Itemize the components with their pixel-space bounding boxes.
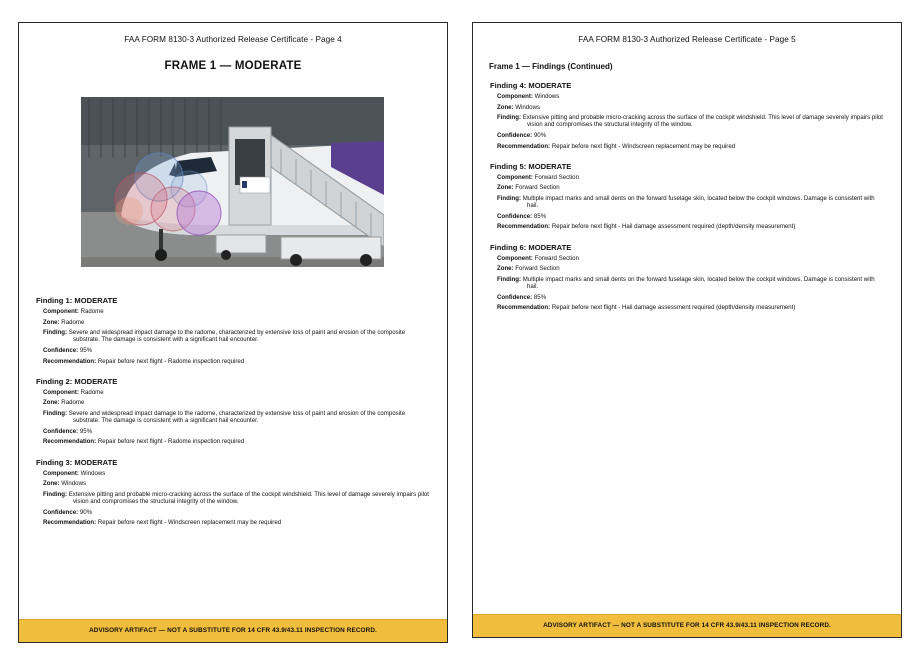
confidence-field	[497, 294, 887, 301]
component-value: Windows	[80, 469, 106, 477]
confidence-field	[497, 132, 887, 139]
recommendation-value: Repair before next flight - Windscreen replacement may be required	[97, 519, 282, 527]
finding-text: Multiple impact marks and small dents on the forward fuselage skin, located below the cockpit windows. Damage is consistent with hail.	[522, 194, 875, 210]
component-label: Component:	[43, 388, 79, 396]
finding-1	[36, 296, 433, 365]
zone-label: Zone:	[497, 184, 514, 192]
component-value: Radome	[80, 388, 104, 396]
component-field	[497, 93, 887, 100]
zone-value: Windows	[515, 103, 541, 111]
finding-text: Extensive pitting and probable micro-cracking across the surface of the cockpit windshield. This level of damage severely impairs pilot vision and compromises the structural integrity of the window.	[522, 114, 884, 129]
confidence-value: 90%	[79, 508, 93, 516]
component-value: Forward Section	[534, 173, 579, 181]
zone-field	[497, 184, 887, 191]
zone-value: Forward Section	[515, 184, 560, 192]
confidence-label: Confidence:	[43, 427, 79, 435]
finding-title: Finding 5: MODERATE	[490, 161, 572, 171]
zone-field	[43, 399, 433, 406]
finding-3	[36, 458, 433, 527]
component-label: Component:	[497, 254, 533, 262]
confidence-label: Confidence:	[43, 508, 79, 516]
recommendation-value: Repair before next flight - Windscreen replacement may be required	[551, 142, 736, 150]
component-field	[43, 308, 433, 315]
zone-value: Windows	[61, 480, 87, 488]
finding-description	[43, 410, 433, 424]
confidence-label: Confidence:	[497, 293, 533, 301]
section-title: Frame 1 — Findings (Continued)	[489, 62, 613, 71]
component-label: Component:	[497, 93, 533, 100]
recommendation-value: Repair before next flight - Hail damage assessment required (depth/density measurement)	[551, 223, 796, 231]
confidence-value: 90%	[533, 131, 547, 139]
zone-label: Zone:	[43, 399, 60, 407]
finding-label: Finding:	[497, 194, 522, 202]
finding-text: Severe and widespread impact damage to the radome, characterized by extensive loss of paint and erosion of the composite substrate. The damage is consistent with a significant hail encounter.	[68, 329, 406, 344]
finding-6	[490, 243, 887, 312]
finding-label: Finding:	[497, 114, 522, 122]
finding-label: Finding:	[497, 275, 522, 283]
component-field	[497, 255, 887, 262]
confidence-field	[43, 509, 433, 516]
recommendation-label: Recommendation:	[497, 223, 551, 231]
recommendation-value: Repair before next flight - Radome inspection required	[97, 438, 245, 446]
zone-label: Zone:	[43, 480, 60, 488]
component-value: Radome	[80, 308, 104, 315]
zone-label: Zone:	[497, 265, 514, 273]
recommendation-label: Recommendation:	[497, 304, 551, 312]
finding-description	[43, 491, 433, 505]
zone-field	[497, 104, 887, 111]
recommendation-field	[497, 304, 887, 311]
page-header: FAA FORM 8130-3 Authorized Release Certificate - Page 5	[578, 35, 796, 44]
finding-description	[497, 276, 887, 290]
finding-title: Finding 2: MODERATE	[36, 376, 118, 386]
confidence-value: 85%	[533, 212, 547, 220]
recommendation-label: Recommendation:	[497, 142, 551, 150]
findings-list	[490, 81, 887, 323]
confidence-field	[497, 213, 887, 220]
recommendation-field	[497, 143, 887, 150]
zone-value: Radome	[61, 399, 85, 407]
finding-description	[497, 195, 887, 209]
finding-2	[36, 377, 433, 446]
finding-title: Finding 4: MODERATE	[490, 81, 572, 90]
confidence-value: 95%	[79, 346, 93, 354]
component-value: Forward Section	[534, 254, 579, 262]
component-label: Component:	[497, 173, 533, 181]
confidence-field	[43, 347, 433, 354]
finding-title: Finding 6: MODERATE	[490, 242, 572, 252]
finding-text: Extensive pitting and probable micro-cracking across the surface of the cockpit windshield. This level of damage severely impairs pilot vision and compromises the structural integrity of the window.	[68, 490, 430, 505]
findings-list	[36, 296, 433, 538]
recommendation-field	[43, 358, 433, 365]
recommendation-value: Repair before next flight - Hail damage assessment required (depth/density measurement)	[551, 304, 796, 312]
zone-field	[43, 319, 433, 326]
component-label: Component:	[43, 469, 79, 477]
finding-4	[490, 81, 887, 150]
component-field	[43, 389, 433, 396]
report-page-4	[18, 22, 448, 643]
finding-title: Finding 1: MODERATE	[36, 296, 118, 305]
finding-5	[490, 162, 887, 231]
confidence-value: 85%	[533, 293, 547, 301]
component-field	[497, 174, 887, 181]
zone-value: Forward Section	[515, 265, 560, 273]
zone-label: Zone:	[43, 318, 60, 326]
finding-text: Severe and widespread impact damage to the radome, characterized by extensive loss of paint and erosion of the composite substrate. The damage is consistent with a significant hail encounter.	[68, 409, 406, 425]
finding-label: Finding:	[43, 329, 68, 337]
component-field	[43, 470, 433, 477]
finding-label: Finding:	[43, 490, 68, 498]
recommendation-value: Repair before next flight - Radome inspection required	[97, 357, 245, 365]
finding-description	[43, 329, 433, 343]
zone-value: Radome	[61, 318, 85, 326]
recommendation-field	[497, 223, 887, 230]
finding-title: Finding 3: MODERATE	[36, 457, 118, 467]
confidence-label: Confidence:	[497, 212, 533, 220]
confidence-label: Confidence:	[43, 346, 79, 354]
report-page-5	[472, 22, 902, 638]
finding-label: Finding:	[43, 409, 68, 417]
recommendation-label: Recommendation:	[43, 357, 97, 365]
advisory-footer: ADVISORY ARTIFACT — NOT A SUBSTITUTE FOR 14 CFR 43.9/43.11 INSPECTION RECORD.	[19, 619, 447, 642]
recommendation-field	[43, 438, 433, 445]
component-label: Component:	[43, 308, 79, 315]
confidence-value: 95%	[79, 427, 93, 435]
recommendation-label: Recommendation:	[43, 438, 97, 446]
confidence-field	[43, 428, 433, 435]
frame-title: FRAME 1 — MODERATE	[164, 60, 302, 72]
zone-field	[497, 265, 887, 272]
zone-label: Zone:	[497, 103, 514, 111]
finding-text: Multiple impact marks and small dents on the forward fuselage skin, located below the cockpit windows. Damage is consistent with hail.	[522, 275, 875, 290]
zone-field	[43, 480, 433, 487]
component-value: Windows	[534, 93, 560, 100]
recommendation-label: Recommendation:	[43, 519, 97, 527]
confidence-label: Confidence:	[497, 131, 533, 139]
finding-description	[497, 114, 887, 128]
aircraft-photo-illustration	[81, 97, 384, 267]
advisory-footer: ADVISORY ARTIFACT — NOT A SUBSTITUTE FOR 14 CFR 43.9/43.11 INSPECTION RECORD.	[473, 614, 901, 637]
page-header: FAA FORM 8130-3 Authorized Release Certificate - Page 4	[124, 35, 342, 44]
recommendation-field	[43, 519, 433, 526]
aircraft-photo	[81, 97, 384, 267]
